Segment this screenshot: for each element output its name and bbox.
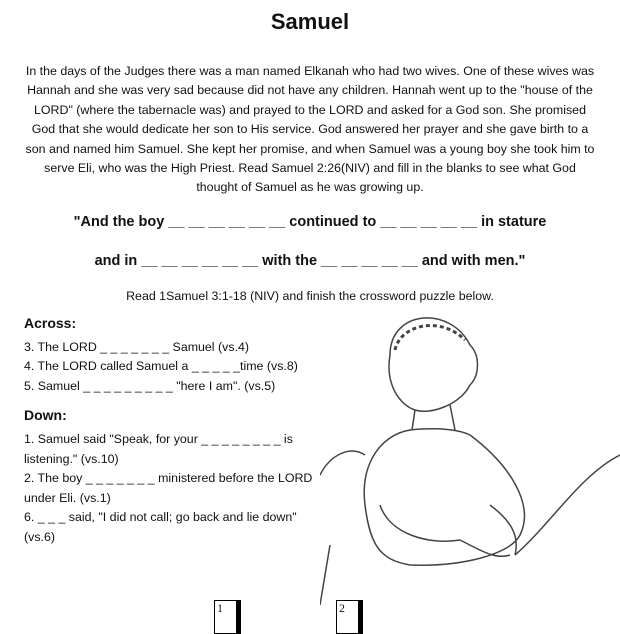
intro-paragraph: In the days of the Judges there was a man named Elkanah who had two wives. One of these wives was Hannah and she was very sad because did not have any children. Hannah went up to the "house of the LORD" (where the tabernacle was) and prayed to the LORD and asked for a God son. She promised God that she would dedicate her son to His service. God answered her prayer and she gave birth to a son and named him Samuel. She kept her promise, and when Samuel was a young boy she took him to serve Eli, who was the High Priest. Read Samuel 2:26(NIV) and fill in the blanks to see what God thought of Samuel as he was growing up.: [25, 64, 595, 195]
clue-down-2: 2. The boy _ _ _ _ _ _ _ ministered before the LORD under Eli. (vs.1): [24, 471, 313, 505]
clue-across-5: 5. Samuel _ _ _ _ _ _ _ _ _ "here I am". (vs.5): [24, 378, 276, 393]
crossword-clues: [24, 314, 320, 548]
verse-line-2: and in __ __ __ __ __ __ with the __ __ __ __ __ and with men.": [94, 252, 526, 269]
crossword-number-2: 2: [339, 601, 345, 615]
page-title: Samuel: [270, 9, 350, 34]
crossword-cell-2[interactable]: [336, 600, 363, 634]
header-section: [22, 8, 598, 305]
samuel-illustration: [320, 305, 620, 605]
clue-down-1: 1. Samuel said "Speak, for your _ _ _ _ _ _ _ _ is listening." (vs.10): [24, 431, 293, 466]
clue-down-6: 6. _ _ _ said, "I did not call; go back and lie down" (vs.6): [24, 510, 297, 544]
crossword-cell-1[interactable]: [214, 600, 241, 634]
across-heading: Across:: [24, 315, 77, 331]
read-instruction: Read 1Samuel 3:1-18 (NIV) and finish the crossword puzzle below.: [126, 288, 494, 303]
verse-line-1: "And the boy __ __ __ __ __ __ continued to __ __ __ __ __ in stature: [73, 213, 547, 230]
down-heading: Down:: [24, 407, 67, 424]
clue-across-4: 4. The LORD called Samuel a _ _ _ _ _time (vs.8): [24, 359, 298, 374]
clue-across-3: 3. The LORD _ _ _ _ _ _ _ Samuel (vs.4): [24, 339, 249, 354]
crossword-number-1: 1: [217, 601, 223, 615]
